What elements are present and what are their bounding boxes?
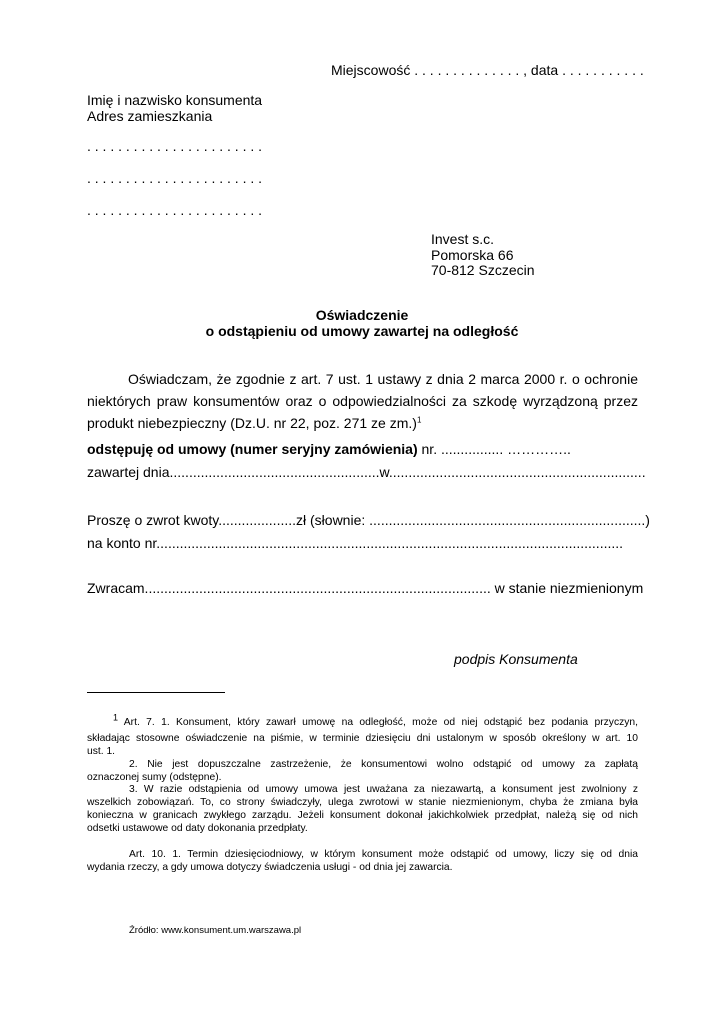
footnote-art7-3-line-2: wszelkich zobowiązań. To, co strony świadczyły, ulega zwrotowi w stanie niezmienionym, chyba że zmiana była [87,797,638,808]
document-title: Oświadczenie [315,307,409,323]
footnote-separator [87,692,225,693]
order-number-field: nr. ................ ………….. [417,441,571,457]
footnote-art7-1-line-2: składając stosowne oświadczenie na piśmie, w terminie dziesięciu dni ustalonym w sposób określony w art. 10 [87,733,638,744]
footnote-art10-line-2: wydania rzeczy, a gdy umowa dotyczy świadczenia usługi - od dnia jej zawarcia. [87,862,453,873]
footnote-art7-2-line-1: 2. Nie jest dopuszczalne zastrzeżenie, że konsumentowi wolno odstąpić od umowy za zapłatą [129,759,638,770]
declaration-line-2: niektórych praw konsumentów oraz o odpowiedzialności za szkodę wyrządzoną przez [87,393,638,409]
consumer-address-label: Adres zamieszkania [87,108,213,124]
footnote-art7-3-line-3: konieczna w granicach zwykłego zarządu. Jeżeli konsument dokonał jakichkolwiek przedpłat, należą się od nich [87,810,638,821]
footnote-art7-1-line-3: ust. 1. [87,746,116,757]
footnote-art7-1-line-1 [113,712,638,729]
footnote-art7-1-text: Art. 7. 1. Konsument, który zawarł umowę na odległość, może od niej odstąpić bez podania przyczyn, [118,717,638,728]
footnote-art7-2-line-2: oznaczonej sumy (odstępne). [87,772,222,783]
recipient-street: Pomorska 66 [431,247,514,263]
footnote-reference: 1 [416,415,422,425]
footnote-art7-3-line-4: odsetki ustawowe od daty dokonania przedpłaty. [87,823,308,834]
footnote-art7-3-line-1: 3. W razie odstąpienia od umowy umowa jest uważana za niezawartą, a konsument jest zwolniony z [129,784,638,795]
recipient-city: 70-812 Szczecin [431,262,535,278]
place-date-line: Miejscowość . . . . . . . . . . . . . . , data . . . . . . . . . . . [331,62,644,78]
contract-date-place-line: zawartej dnia......................................................w.................................................................. [87,464,646,480]
declaration-line-3-text: produkt niebezpieczny (Dz.U. nr 22, poz. 271 ze zm.) [87,415,417,431]
bank-account-line: na konto nr........................................................................................................................ [87,535,624,551]
dotted-line-2: . . . . . . . . . . . . . . . . . . . . . . . [87,170,263,186]
withdrawal-statement: odstępuję od umowy (numer seryjny zamówienia) [87,441,418,457]
footnote-number: 1 [113,712,119,723]
withdrawal-line [87,441,571,457]
consumer-signature-label: podpis Konsumenta [454,651,578,667]
return-goods-line: Zwracam......................................................................................... w stanie niezmienionym [87,580,644,596]
dotted-line-1: . . . . . . . . . . . . . . . . . . . . . . . [87,138,263,154]
declaration-line-3 [87,415,421,431]
declaration-line-1: Oświadczam, że zgodnie z art. 7 ust. 1 ustawy z dnia 2 marca 2000 r. o ochronie [128,371,638,387]
consumer-name-label: Imię i nazwisko konsumenta [87,92,263,108]
footnote-art10-line-1: Art. 10. 1. Termin dziesięciodniowy, w którym konsument może odstąpić od umowy, liczy się od dnia [129,849,638,860]
dotted-line-3: . . . . . . . . . . . . . . . . . . . . . . . [87,202,263,218]
document-subtitle: o odstąpieniu od umowy zawartej na odległość [205,323,519,339]
refund-amount-line: Proszę o zwrot kwoty....................zł (słownie: .......................................................................) [87,512,650,528]
recipient-name: Invest s.c. [431,231,495,247]
source-note: Źródło: www.konsument.um.warszawa.pl [129,925,302,936]
